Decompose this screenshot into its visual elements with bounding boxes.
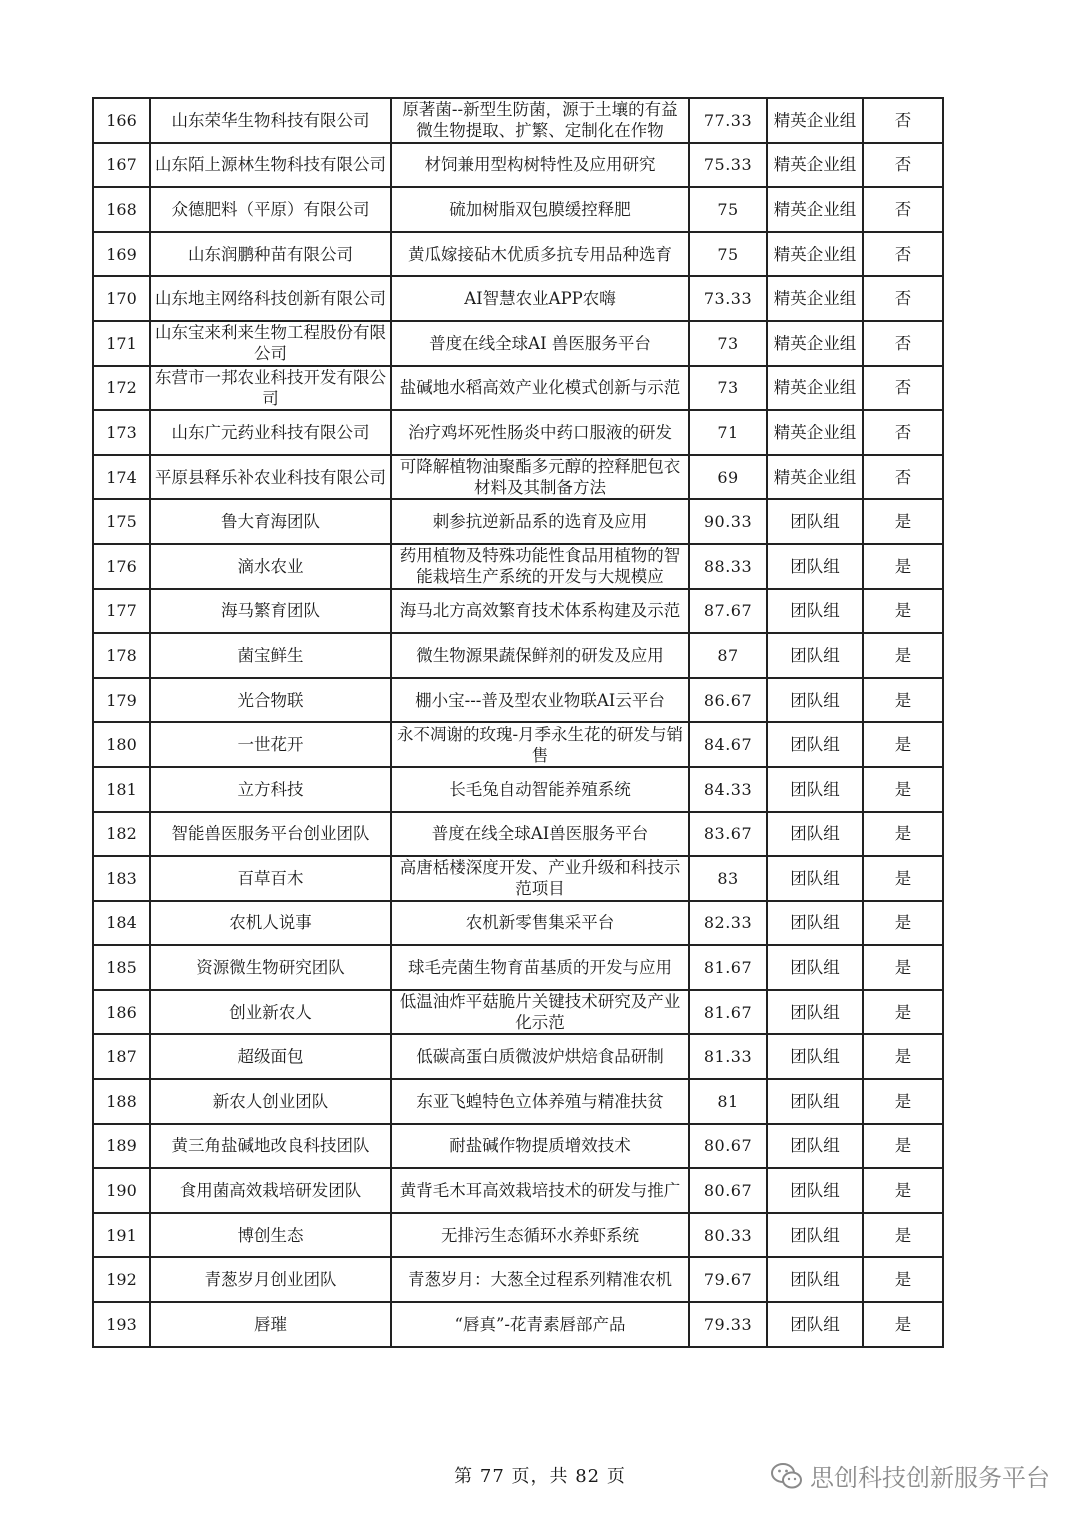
entrant-name-cell: 山东地主网络科技创新有限公司 <box>150 276 391 321</box>
project-title-cell: 普度在线全球AI兽医服务平台 <box>391 812 689 857</box>
wechat-icon <box>770 1462 804 1490</box>
group-cell: 精英企业组 <box>767 187 863 232</box>
project-title-cell: AI智慧农业APP农嗨 <box>391 276 689 321</box>
project-title-cell: 农机新零售集采平台 <box>391 901 689 946</box>
group-cell: 团队组 <box>767 901 863 946</box>
advance-flag-cell: 是 <box>863 1257 943 1302</box>
advance-flag-cell: 否 <box>863 366 943 411</box>
advance-flag-cell: 是 <box>863 945 943 990</box>
project-title-cell: 刺参抗逆新品系的选育及应用 <box>391 499 689 544</box>
score-cell: 83.67 <box>689 812 767 857</box>
group-cell: 精英企业组 <box>767 410 863 455</box>
score-cell: 73 <box>689 366 767 411</box>
advance-flag-cell: 是 <box>863 1213 943 1258</box>
entrant-name-cell: 资源微生物研究团队 <box>150 945 391 990</box>
entrant-name-cell: 平原县释乐补农业科技有限公司 <box>150 455 391 500</box>
group-cell: 团队组 <box>767 1168 863 1213</box>
group-cell: 团队组 <box>767 945 863 990</box>
score-cell: 81.67 <box>689 945 767 990</box>
score-cell: 81 <box>689 1079 767 1124</box>
advance-flag-cell: 否 <box>863 276 943 321</box>
score-cell: 83 <box>689 856 767 901</box>
table-row <box>93 856 943 901</box>
group-cell: 团队组 <box>767 990 863 1035</box>
table-row <box>93 321 943 366</box>
table-row <box>93 1034 943 1079</box>
row-number-cell: 181 <box>93 767 150 812</box>
table-row <box>93 767 943 812</box>
row-number-cell: 175 <box>93 499 150 544</box>
project-title-cell: 盐碱地水稻高效产业化模式创新与示范 <box>391 366 689 411</box>
advance-flag-cell: 是 <box>863 767 943 812</box>
group-cell: 团队组 <box>767 1302 863 1347</box>
score-cell: 75.33 <box>689 143 767 188</box>
row-number-cell: 177 <box>93 589 150 634</box>
score-cell: 75 <box>689 232 767 277</box>
project-title-cell: 无排污生态循环水养虾系统 <box>391 1213 689 1258</box>
entrant-name-cell: 黄三角盐碱地改良科技团队 <box>150 1124 391 1169</box>
score-cell: 79.33 <box>689 1302 767 1347</box>
entrant-name-cell: 海马繁育团队 <box>150 589 391 634</box>
row-number-cell: 186 <box>93 990 150 1035</box>
project-title-cell: 青葱岁月：大葱全过程系列精准农机 <box>391 1257 689 1302</box>
score-cell: 77.33 <box>689 98 767 143</box>
entrant-name-cell: 博创生态 <box>150 1213 391 1258</box>
score-cell: 84.67 <box>689 722 767 767</box>
score-cell: 81.33 <box>689 1034 767 1079</box>
advance-flag-cell: 是 <box>863 1034 943 1079</box>
entrant-name-cell: 创业新农人 <box>150 990 391 1035</box>
entrant-name-cell: 山东宝来利来生物工程股份有限公司 <box>150 321 391 366</box>
project-title-cell: 黄背毛木耳高效栽培技术的研发与推广 <box>391 1168 689 1213</box>
group-cell: 精英企业组 <box>767 321 863 366</box>
advance-flag-cell: 否 <box>863 321 943 366</box>
advance-flag-cell: 否 <box>863 410 943 455</box>
entrant-name-cell: 新农人创业团队 <box>150 1079 391 1124</box>
score-cell: 86.67 <box>689 678 767 723</box>
project-title-cell: 永不凋谢的玫瑰-月季永生花的研发与销售 <box>391 722 689 767</box>
group-cell: 团队组 <box>767 1257 863 1302</box>
table-row <box>93 276 943 321</box>
row-number-cell: 168 <box>93 187 150 232</box>
advance-flag-cell: 是 <box>863 1168 943 1213</box>
advance-flag-cell: 否 <box>863 98 943 143</box>
project-title-cell: 低碳高蛋白质微波炉烘焙食品研制 <box>391 1034 689 1079</box>
page-number: 第 77 页，共 82 页 <box>454 1466 626 1487</box>
score-cell: 88.33 <box>689 544 767 589</box>
project-title-cell: “唇真”-花青素唇部产品 <box>391 1302 689 1347</box>
project-title-cell: 耐盐碱作物提质增效技术 <box>391 1124 689 1169</box>
group-cell: 精英企业组 <box>767 455 863 500</box>
project-title-cell: 海马北方高效繁育技术体系构建及示范 <box>391 589 689 634</box>
project-title-cell: 高唐栝楼深度开发、产业升级和科技示范项目 <box>391 856 689 901</box>
advance-flag-cell: 否 <box>863 143 943 188</box>
row-number-cell: 185 <box>93 945 150 990</box>
advance-flag-cell: 是 <box>863 990 943 1035</box>
project-title-cell: 棚小宝---普及型农业物联AI云平台 <box>391 678 689 723</box>
entrant-name-cell: 超级面包 <box>150 1034 391 1079</box>
score-cell: 73.33 <box>689 276 767 321</box>
results-table <box>92 97 944 1348</box>
row-number-cell: 184 <box>93 901 150 946</box>
advance-flag-cell: 是 <box>863 722 943 767</box>
entrant-name-cell: 光合物联 <box>150 678 391 723</box>
row-number-cell: 167 <box>93 143 150 188</box>
row-number-cell: 182 <box>93 812 150 857</box>
advance-flag-cell: 是 <box>863 1079 943 1124</box>
advance-flag-cell: 是 <box>863 678 943 723</box>
group-cell: 团队组 <box>767 812 863 857</box>
row-number-cell: 178 <box>93 633 150 678</box>
entrant-name-cell: 唇璀 <box>150 1302 391 1347</box>
group-cell: 团队组 <box>767 1034 863 1079</box>
row-number-cell: 171 <box>93 321 150 366</box>
score-cell: 80.67 <box>689 1168 767 1213</box>
project-title-cell: 材饲兼用型构树特性及应用研究 <box>391 143 689 188</box>
advance-flag-cell: 是 <box>863 901 943 946</box>
table-row <box>93 990 943 1035</box>
table-row <box>93 901 943 946</box>
advance-flag-cell: 是 <box>863 499 943 544</box>
table-row <box>93 143 943 188</box>
table-row <box>93 678 943 723</box>
score-cell: 71 <box>689 410 767 455</box>
table-row <box>93 1124 943 1169</box>
score-cell: 87.67 <box>689 589 767 634</box>
entrant-name-cell: 食用菌高效栽培研发团队 <box>150 1168 391 1213</box>
row-number-cell: 180 <box>93 722 150 767</box>
table-row <box>93 366 943 411</box>
entrant-name-cell: 一世花开 <box>150 722 391 767</box>
group-cell: 团队组 <box>767 767 863 812</box>
entrant-name-cell: 农机人说事 <box>150 901 391 946</box>
project-title-cell: 球毛壳菌生物育苗基质的开发与应用 <box>391 945 689 990</box>
row-number-cell: 173 <box>93 410 150 455</box>
project-title-cell: 低温油炸平菇脆片关键技术研究及产业化示范 <box>391 990 689 1035</box>
score-cell: 79.67 <box>689 1257 767 1302</box>
entrant-name-cell: 山东润鹏种苗有限公司 <box>150 232 391 277</box>
advance-flag-cell: 是 <box>863 544 943 589</box>
entrant-name-cell: 菌宝鲜生 <box>150 633 391 678</box>
table-row <box>93 589 943 634</box>
project-title-cell: 微生物源果蔬保鲜剂的研发及应用 <box>391 633 689 678</box>
table-row <box>93 410 943 455</box>
table-row <box>93 544 943 589</box>
score-cell: 84.33 <box>689 767 767 812</box>
advance-flag-cell: 否 <box>863 187 943 232</box>
score-cell: 80.67 <box>689 1124 767 1169</box>
row-number-cell: 179 <box>93 678 150 723</box>
group-cell: 团队组 <box>767 678 863 723</box>
entrant-name-cell: 百草百木 <box>150 856 391 901</box>
table-row <box>93 455 943 500</box>
advance-flag-cell: 否 <box>863 455 943 500</box>
entrant-name-cell: 众德肥料（平原）有限公司 <box>150 187 391 232</box>
entrant-name-cell: 山东荣华生物科技有限公司 <box>150 98 391 143</box>
project-title-cell: 东亚飞蝗特色立体养殖与精准扶贫 <box>391 1079 689 1124</box>
group-cell: 团队组 <box>767 722 863 767</box>
watermark-text: 思创科技创新服务平台 <box>810 1464 1050 1492</box>
row-number-cell: 174 <box>93 455 150 500</box>
advance-flag-cell: 是 <box>863 633 943 678</box>
project-title-cell: 黄瓜嫁接砧木优质多抗专用品种选育 <box>391 232 689 277</box>
advance-flag-cell: 是 <box>863 1124 943 1169</box>
table-row <box>93 1213 943 1258</box>
entrant-name-cell: 东营市一邦农业科技开发有限公司 <box>150 366 391 411</box>
group-cell: 团队组 <box>767 633 863 678</box>
group-cell: 精英企业组 <box>767 276 863 321</box>
table-row <box>93 945 943 990</box>
group-cell: 团队组 <box>767 1124 863 1169</box>
row-number-cell: 176 <box>93 544 150 589</box>
group-cell: 精英企业组 <box>767 98 863 143</box>
project-title-cell: 原著菌--新型生防菌，源于土壤的有益微生物提取、扩繁、定制化在作物 <box>391 98 689 143</box>
advance-flag-cell: 是 <box>863 856 943 901</box>
score-cell: 87 <box>689 633 767 678</box>
table-row <box>93 98 943 143</box>
row-number-cell: 187 <box>93 1034 150 1079</box>
row-number-cell: 190 <box>93 1168 150 1213</box>
row-number-cell: 193 <box>93 1302 150 1347</box>
table-row <box>93 1079 943 1124</box>
score-cell: 81.67 <box>689 990 767 1035</box>
group-cell: 精英企业组 <box>767 232 863 277</box>
score-cell: 82.33 <box>689 901 767 946</box>
table-row <box>93 812 943 857</box>
project-title-cell: 治疗鸡坏死性肠炎中药口服液的研发 <box>391 410 689 455</box>
group-cell: 团队组 <box>767 1079 863 1124</box>
entrant-name-cell: 鲁大育海团队 <box>150 499 391 544</box>
table-row <box>93 1168 943 1213</box>
table-row <box>93 722 943 767</box>
row-number-cell: 191 <box>93 1213 150 1258</box>
watermark <box>770 1458 1050 1493</box>
entrant-name-cell: 青葱岁月创业团队 <box>150 1257 391 1302</box>
row-number-cell: 188 <box>93 1079 150 1124</box>
entrant-name-cell: 山东陌上源林生物科技有限公司 <box>150 143 391 188</box>
project-title-cell: 普度在线全球AI 兽医服务平台 <box>391 321 689 366</box>
table-row <box>93 499 943 544</box>
group-cell: 精英企业组 <box>767 143 863 188</box>
row-number-cell: 192 <box>93 1257 150 1302</box>
group-cell: 团队组 <box>767 856 863 901</box>
row-number-cell: 189 <box>93 1124 150 1169</box>
project-title-cell: 硫加树脂双包膜缓控释肥 <box>391 187 689 232</box>
entrant-name-cell: 智能兽医服务平台创业团队 <box>150 812 391 857</box>
advance-flag-cell: 是 <box>863 812 943 857</box>
advance-flag-cell: 是 <box>863 1302 943 1347</box>
row-number-cell: 166 <box>93 98 150 143</box>
group-cell: 团队组 <box>767 499 863 544</box>
row-number-cell: 183 <box>93 856 150 901</box>
row-number-cell: 170 <box>93 276 150 321</box>
project-title-cell: 长毛兔自动智能养殖系统 <box>391 767 689 812</box>
entrant-name-cell: 山东广元药业科技有限公司 <box>150 410 391 455</box>
entrant-name-cell: 立方科技 <box>150 767 391 812</box>
table-row <box>93 187 943 232</box>
advance-flag-cell: 否 <box>863 232 943 277</box>
project-title-cell: 可降解植物油聚酯多元醇的控释肥包衣材料及其制备方法 <box>391 455 689 500</box>
group-cell: 团队组 <box>767 589 863 634</box>
entrant-name-cell: 滴水农业 <box>150 544 391 589</box>
group-cell: 团队组 <box>767 1213 863 1258</box>
table-row <box>93 232 943 277</box>
table-row <box>93 633 943 678</box>
advance-flag-cell: 是 <box>863 589 943 634</box>
table-row <box>93 1257 943 1302</box>
group-cell: 团队组 <box>767 544 863 589</box>
score-cell: 90.33 <box>689 499 767 544</box>
table-body <box>93 98 943 1347</box>
score-cell: 80.33 <box>689 1213 767 1258</box>
row-number-cell: 169 <box>93 232 150 277</box>
table-row <box>93 1302 943 1347</box>
project-title-cell: 药用植物及特殊功能性食品用植物的智能栽培生产系统的开发与大规模应 <box>391 544 689 589</box>
row-number-cell: 172 <box>93 366 150 411</box>
group-cell: 精英企业组 <box>767 366 863 411</box>
score-cell: 73 <box>689 321 767 366</box>
score-cell: 69 <box>689 455 767 500</box>
score-cell: 75 <box>689 187 767 232</box>
